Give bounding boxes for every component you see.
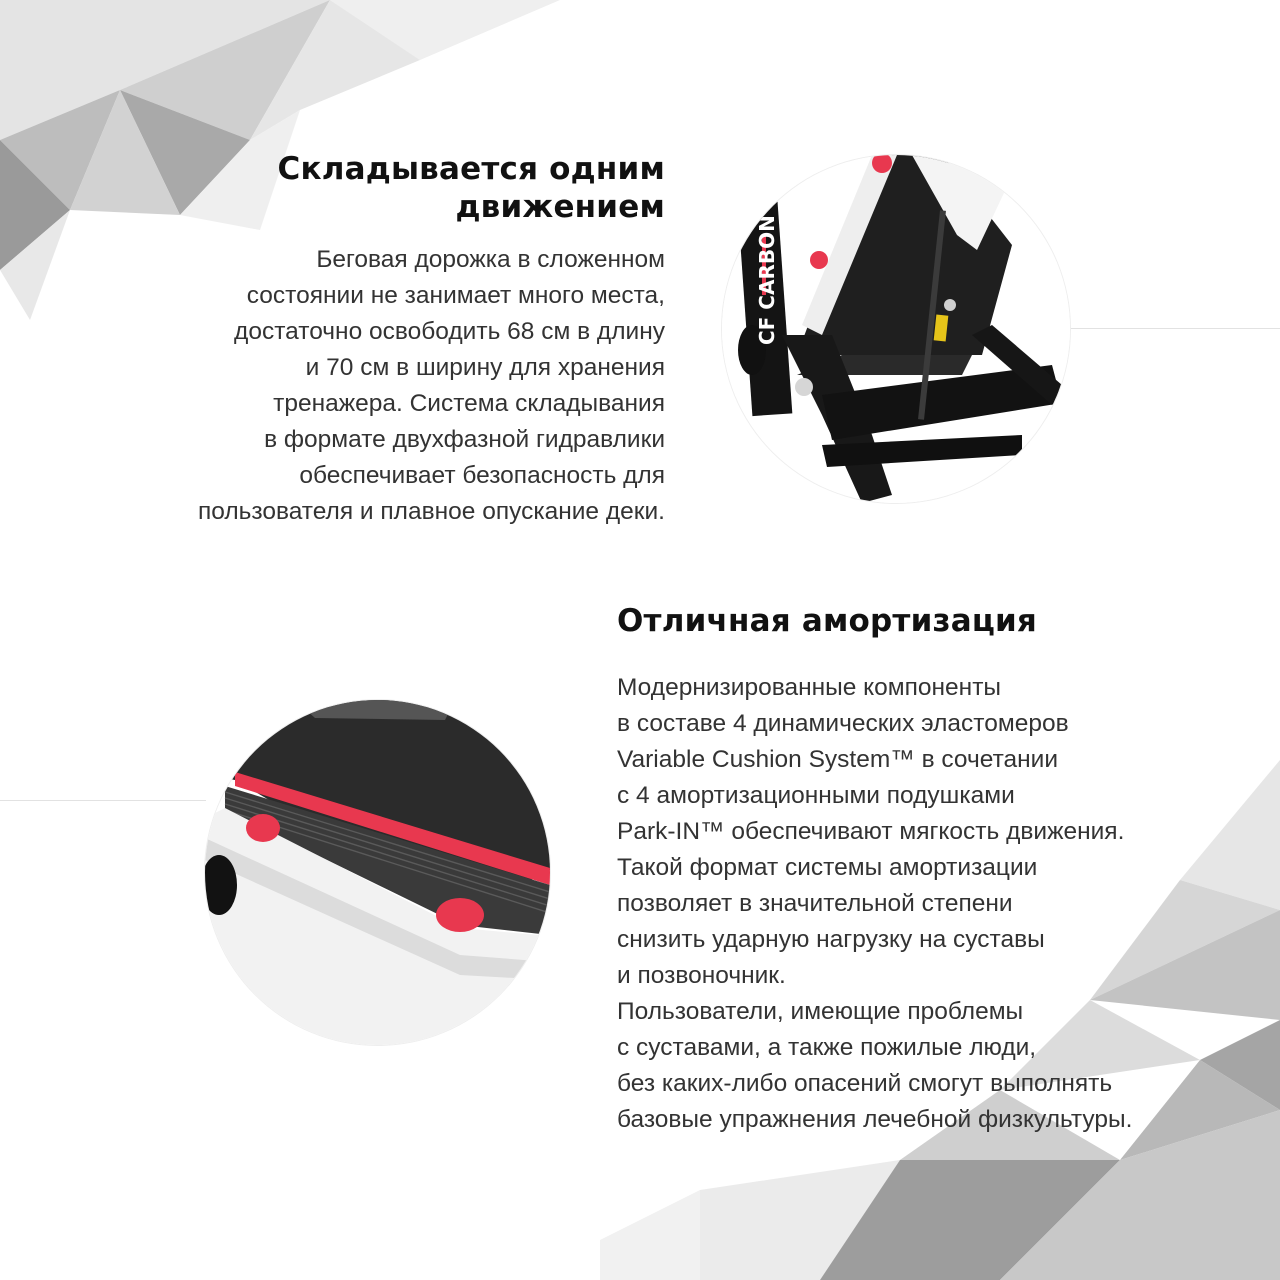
text-line: достаточно освободить 68 см в длину <box>234 318 665 345</box>
text-line: в составе 4 динамических эластомеров <box>617 710 1069 737</box>
text-line: Модернизированные компоненты <box>617 674 1002 701</box>
text-line: тренажера. Система складывания <box>273 390 665 417</box>
connector-line-right <box>1068 328 1280 329</box>
text-line: Такой формат системы амортизации <box>617 854 1038 881</box>
text-line: состоянии не занимает много места, <box>246 282 665 309</box>
folded-treadmill-photo <box>722 155 1070 503</box>
section-cushioning <box>617 602 1217 1138</box>
text-line: пользователя и плавное опускание деки. <box>197 498 665 525</box>
folded-treadmill-illustration <box>722 155 1070 503</box>
deck-cushions-illustration <box>205 700 550 1045</box>
text-line: и 70 см в ширину для хранения <box>305 354 665 381</box>
section-folding <box>160 150 665 530</box>
heading-line: Складывается одним <box>277 151 665 187</box>
text-line: и позвоночник. <box>617 962 786 989</box>
text-line: с 4 амортизационными подушками <box>617 782 1015 809</box>
text-line: снизить ударную нагрузку на суставы <box>617 926 1045 953</box>
text-line: Пользователи, имеющие проблемы <box>617 998 1024 1025</box>
connector-line-left <box>0 800 206 801</box>
text-line: без каких-либо опасений смогут выполнять <box>617 1070 1113 1097</box>
text-line: Беговая дорожка в сложенном <box>316 246 665 273</box>
text-line: с суставами, а также пожилые люди, <box>617 1034 1037 1061</box>
text-line: Variable Cushion System™ в сочетании <box>617 746 1059 773</box>
section-folding-heading <box>160 150 665 226</box>
text-line: позволяет в значительной степени <box>617 890 1013 917</box>
heading-line: движением <box>455 189 665 225</box>
text-line: обеспечивает безопасность для <box>299 462 665 489</box>
text-line: в формате двухфазной гидравлики <box>264 426 665 453</box>
text-line: Park-IN™ обеспечивают мягкость движения. <box>617 818 1125 845</box>
section-cushioning-text <box>617 670 1217 1138</box>
logo-text: CF CARBON <box>755 215 779 345</box>
section-cushioning-heading: Отличная амортизация <box>617 603 1038 639</box>
text-line: базовые упражнения лечебной физкультуры. <box>617 1106 1133 1133</box>
section-folding-text <box>160 242 665 530</box>
treadmill-deck-cushions-photo <box>205 700 550 1045</box>
